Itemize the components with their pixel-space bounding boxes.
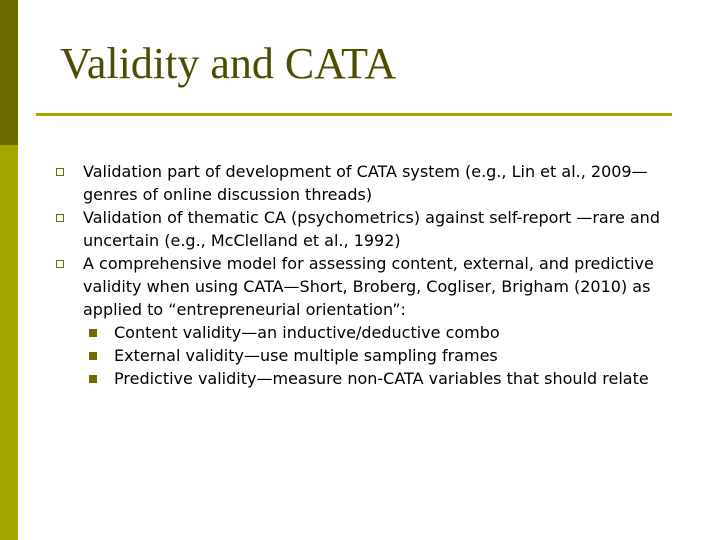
left-accent-bar-bottom [0, 145, 18, 540]
left-accent-bar-top [0, 0, 18, 145]
filled-square-bullet-icon [89, 375, 97, 383]
bullet-text: A comprehensive model for assessing content, external, and predictive validity when using CATA—Short, Broberg, Cogliser, Brigham (2010) as applied to “entrepreneurial orientation”: [83, 254, 654, 319]
filled-square-bullet-icon [89, 352, 97, 360]
hollow-square-bullet-icon [56, 168, 64, 176]
sub-bullet-text: Content validity—an inductive/deductive combo [114, 323, 500, 342]
bullet-text: Validation part of development of CATA system (e.g., Lin et al., 2009—genres of online discussion threads) [83, 162, 648, 204]
sub-bullet-text: Predictive validity—measure non-CATA variables that should relate [114, 369, 649, 388]
bullet-text: Validation of thematic CA (psychometrics) against self-report —rare and uncertain (e.g., McClelland et al., 1992) [83, 208, 660, 250]
bullet-item [56, 206, 676, 252]
sub-bullet-text: External validity—use multiple sampling frames [114, 346, 498, 365]
sub-bullet-item [56, 321, 676, 344]
bullet-item [56, 252, 676, 321]
hollow-square-bullet-icon [56, 260, 64, 268]
sub-bullet-item [56, 344, 676, 367]
title-underline [36, 113, 672, 116]
hollow-square-bullet-icon [56, 214, 64, 222]
bullet-list [56, 160, 676, 390]
bullet-item [56, 160, 676, 206]
filled-square-bullet-icon [89, 329, 97, 337]
slide-title: Validity and CATA [60, 39, 397, 88]
sub-bullet-item [56, 367, 676, 390]
